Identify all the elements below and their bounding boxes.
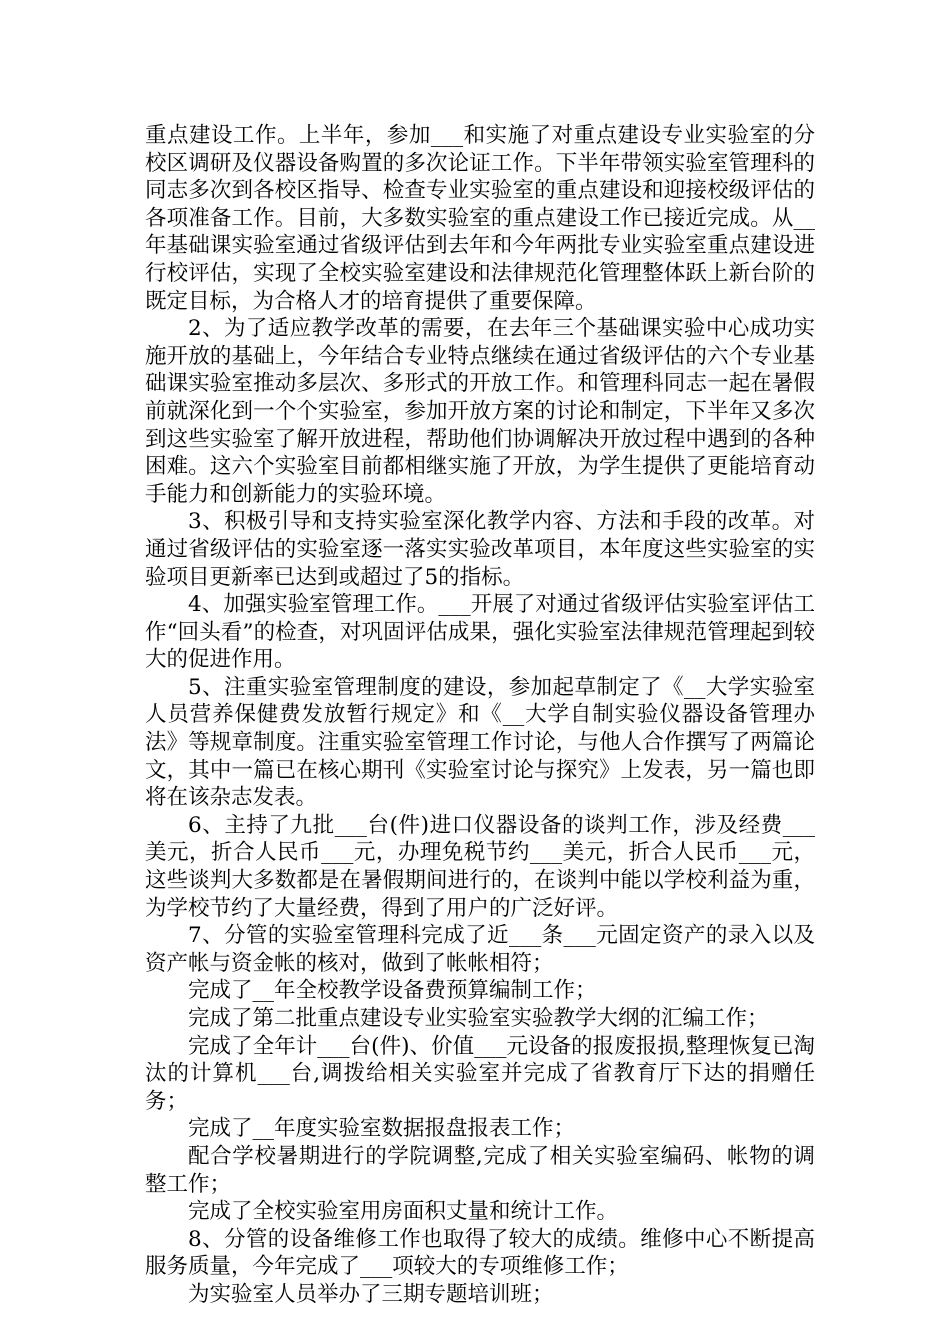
paragraph-item-2: 2、为了适应教学改革的需要，在去年三个基础课实验中心成功实施开放的基础上，今年结合专业特点继续在通过省级评估的六个专业基础课实验室推动多层次、多形式的开放工作。和管理科同志一起在暑假前就深化到一个个实验室，参加开放方案的讨论和制定，下半年又多次到这些实验室了解开放进程，帮助他们协调解决开放过程中遇到的各种困难。这六个实验室目前都相继实施了开放，为学生提供了更能培育动手能力和创新能力的实验环境。 <box>145 316 815 507</box>
paragraph-item-4: 4、加强实验室管理工作。___开展了对通过省级评估实验室评估工作“回头看”的检查，对巩固评估成果，强化实验室法律规范管理起到较大的促进作用。 <box>145 592 815 673</box>
paragraph-syllabus: 完成了第二批重点建设专业实验室实验教学大纲的汇编工作； <box>188 1006 769 1031</box>
paragraph-item-3: 3、积极引导和支持实验室深化教学内容、方法和手段的改革。对通过省级评估的实验室逐一落实实验改革项目，本年度这些实验室的实验项目更新率已达到或超过了5的指标。 <box>145 509 815 590</box>
document-body <box>145 122 815 1309</box>
paragraph-continuation: 重点建设工作。上半年，参加___和实施了对重点建设专业实验室的分校区调研及仪器设备购置的多次论证工作。下半年带领实验室管理科的同志多次到各校区指导、检查专业实验室的重点建设和迎接校级评估的各项准备工作。目前，大多数实验室的重点建设工作已接近完成。从__年基础课实验室通过省级评估到去年和今年两批专业实验室重点建设进行校评估，实现了全校实验室建设和法律规范化管理整体跃上新台阶的既定目标，为合格人才的培育提供了重要保障。 <box>145 123 815 314</box>
paragraph-item-8: 8、分管的设备维修工作也取得了较大的成绩。维修中心不断提高服务质量，今年完成了___项较大的专项维修工作； <box>145 1226 815 1280</box>
paragraph-disposal: 完成了全年计___台(件)、价值___元设备的报废报损,整理恢复已淘汰的计算机___台,调拨给相关实验室并完成了省教育厅下达的捐赠任务； <box>145 1033 815 1114</box>
paragraph-item-5: 5、注重实验室管理制度的建设，参加起草制定了《__大学实验室人员营养保健费发放暂行规定》和《__大学自制实验仪器设备管理办法》等规章制度。注重实验室管理工作讨论，与他人合作撰写了两篇论文，其中一篇已在核心期刊《实验室讨论与探究》上发表，另一篇也即将在该杂志发表。 <box>145 674 815 811</box>
paragraph-budget: 完成了__年全校教学设备费预算编制工作； <box>188 978 597 1004</box>
paragraph-report: 完成了__年度实验室数据报盘报表工作； <box>188 1116 576 1142</box>
paragraph-item-7: 7、分管的实验室管理科完成了近___条___元固定资产的录入以及资产帐与资金帐的核对，做到了帐帐相符； <box>145 923 815 976</box>
paragraph-area-survey: 完成了全校实验室用房面积丈量和统计工作。 <box>188 1199 619 1225</box>
paragraph-adjustment: 配合学校暑期进行的学院调整,完成了相关实验室编码、帐物的调整工作； <box>145 1143 815 1197</box>
paragraph-item-6: 6、主持了九批___台(件)进口仪器设备的谈判工作，涉及经费___美元，折合人民币___元，办理免税节约___美元，折合人民币___元，这些谈判大多数都是在暑假期间进行的，在谈判中能以学校利益为重，为学校节约了大量经费，得到了用户的广泛好评。 <box>145 812 815 921</box>
paragraph-training: 为实验室人员举办了三期专题培训班； <box>188 1281 554 1307</box>
